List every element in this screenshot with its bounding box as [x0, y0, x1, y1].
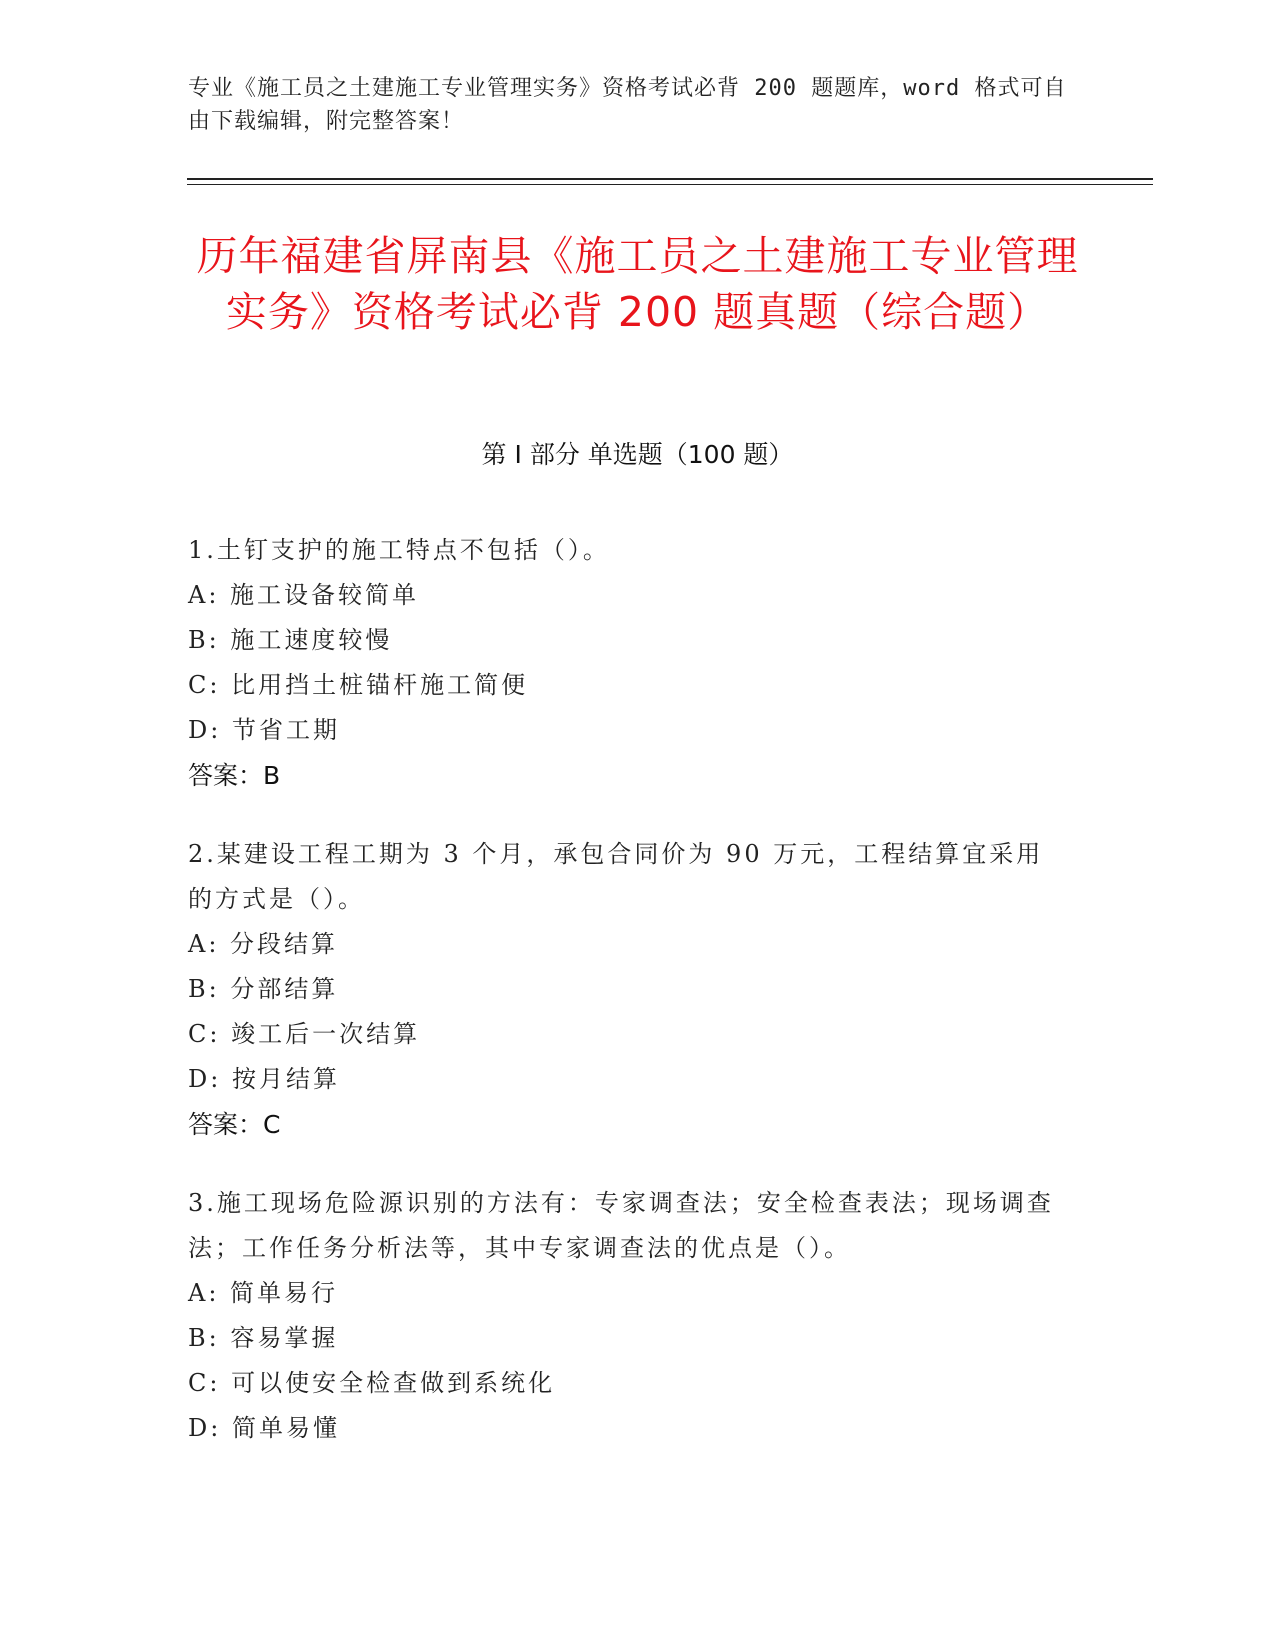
header-divider-thin — [187, 184, 1153, 185]
option-b: B: 容易掌握 — [188, 1324, 339, 1352]
question-stem: 1.土钉支护的施工特点不包括（）。 — [188, 536, 610, 564]
option-a: A: 简单易行 — [188, 1279, 339, 1307]
option-d: D: 节省工期 — [188, 716, 340, 744]
option-d: D: 简单易懂 — [188, 1414, 340, 1442]
header-divider — [187, 178, 1153, 180]
question-list — [188, 528, 1068, 1485]
header-note: 专业《施工员之土建施工专业管理实务》资格考试必背 200 题题库，word 格式可自由下载编辑，附完整答案！ — [188, 76, 1067, 134]
option-d: D: 按月结算 — [188, 1065, 340, 1093]
option-b: B: 分部结算 — [188, 975, 339, 1003]
option-c: C: 比用挡土桩锚杆施工简便 — [188, 671, 529, 699]
answer: 答案：C — [188, 1110, 281, 1139]
option-b: B: 施工速度较慢 — [188, 626, 393, 654]
option-c: C: 可以使安全检查做到系统化 — [188, 1369, 556, 1397]
document-title: 历年福建省屏南县《施工员之土建施工专业管理实务》资格考试必背 200 题真题（综合题） — [196, 232, 1079, 336]
option-a: A: 施工设备较简单 — [188, 581, 420, 609]
question-2 — [188, 832, 1068, 1147]
question-stem: 2.某建设工程工期为 3 个月，承包合同价为 90 万元，工程结算宜采用的方式是（）。 — [188, 840, 1044, 913]
option-c: C: 竣工后一次结算 — [188, 1020, 421, 1048]
question-3 — [188, 1181, 1068, 1451]
question-1 — [188, 528, 1068, 798]
option-a: A: 分段结算 — [188, 930, 339, 958]
answer: 答案：B — [188, 761, 281, 790]
section-heading: 第 I 部分 单选题（100 题） — [481, 440, 794, 469]
question-stem: 3.施工现场危险源识别的方法有：专家调查法；安全检查表法；现场调查法；工作任务分析法等，其中专家调查法的优点是（）。 — [188, 1189, 1054, 1262]
